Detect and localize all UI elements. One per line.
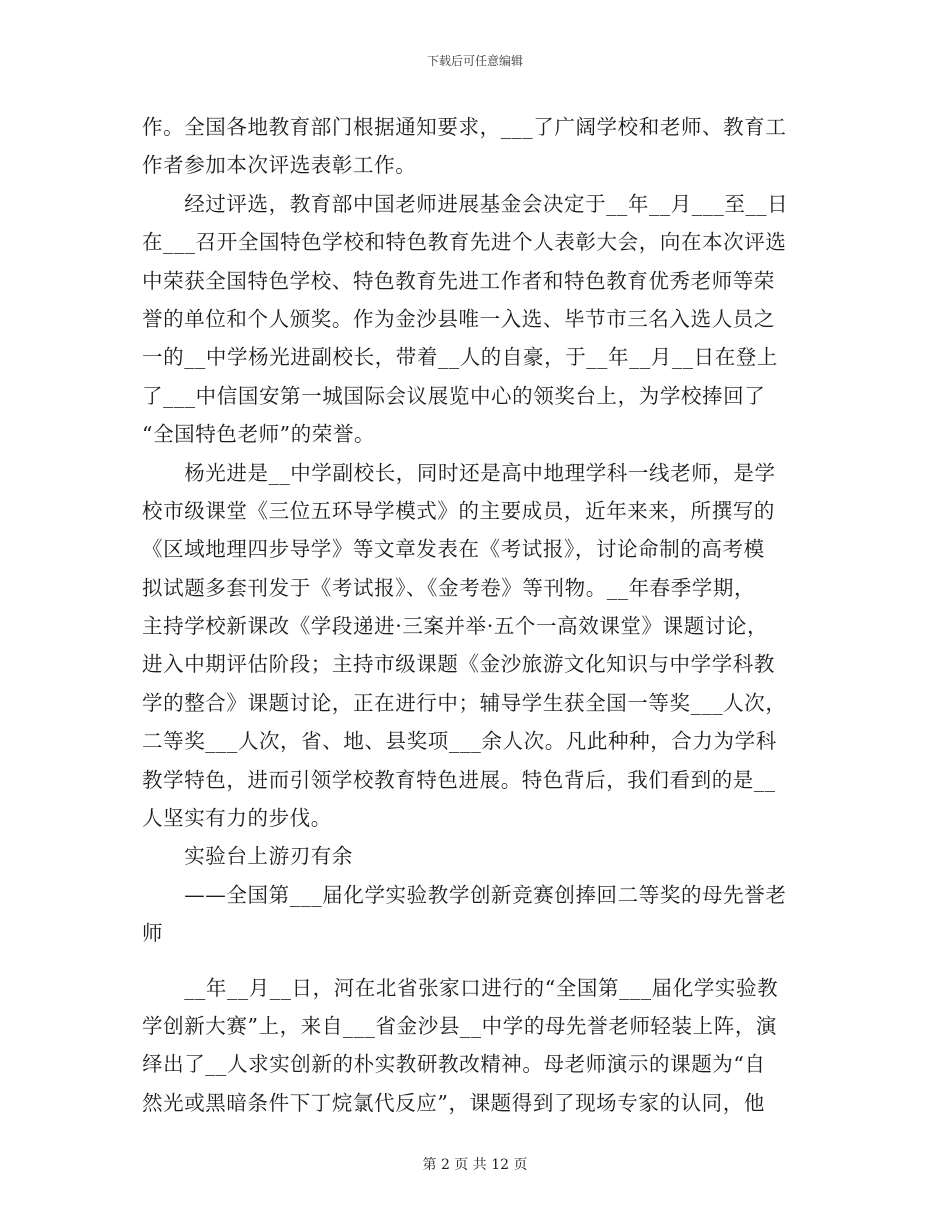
text-line: 进入中期评估阶段；主持市级课题《金沙旅游文化知识与中学学科教: [142, 652, 775, 677]
text-line: 中荣获全国特色学校、特色教育先进工作者和特色教育优秀老师等荣: [142, 268, 775, 293]
text-line: __年__月__日，河在北省张家口进行的“全国第___届化学实验教: [142, 975, 779, 1000]
text-line: 主持学校新课改《学段递进·三案并举·五个一高效课堂》课题讨论，: [142, 614, 769, 639]
text-line: 在___召开全国特色学校和特色教育先进个人表彰大会，向在本次评选: [142, 230, 787, 255]
text-line: 作。全国各地教育部门根据通知要求，___了广阔学校和老师、教育工: [142, 115, 787, 139]
text-line: 学创新大赛”上，来自___省金沙县__中学的母先誉老师轻装上阵，演: [142, 1013, 778, 1038]
text-line: 人坚实有力的步伐。: [142, 806, 332, 831]
section-title: 实验台上游刃有余: [142, 844, 353, 869]
text-line: “全国特色老师”的荣誉。: [142, 422, 376, 447]
document-body: [142, 108, 808, 1122]
text-line: 学的整合》课题讨论，正在进行中；辅导学生获全国一等奖___人次，: [142, 690, 787, 715]
text-line: 一的__中学杨光进副校长，带着__人的自豪，于__年__月__日在登上: [142, 345, 778, 370]
text-line: 经过评选，教育部中国老师进展基金会决定于__年__月___至__日: [142, 191, 789, 216]
page-header: 下载后可任意编辑: [426, 54, 523, 68]
text-line: 绎出了__人求实创新的朴实教研教改精神。母老师演示的课题为“自: [142, 1052, 766, 1077]
text-line: 了___中信国安第一城国际会议展览中心的领奖台上，为学校捧回了: [142, 383, 766, 408]
text-line: 拟试题多套刊发于《考试报》、《金考卷》等刊物。__年春季学期，: [142, 575, 756, 600]
section-subtitle: ——全国第___届化学实验教学创新竞赛创捧回二等奖的母先誉老: [142, 882, 787, 907]
page-footer: 第 2 页 共 12 页: [422, 1157, 528, 1173]
paragraph-gap: [142, 953, 808, 969]
text-line: 二等奖___人次，省、地、县奖项___余人次。凡此种种，合力为学科: [142, 729, 777, 754]
section-subtitle-cont: 师: [142, 921, 164, 946]
text-line: 校市级课堂《三位五环导学模式》的主要成员，近年来来，所撰写的: [142, 498, 775, 523]
text-line: 《区域地理四步导学》等文章发表在《考试报》，讨论命制的高考模: [142, 537, 765, 562]
text-line: 誉的单位和个人颁奖。作为金沙县唯一入选、毕节市三名入选人员之: [142, 306, 775, 331]
text-line: 杨光进是__中学副校长，同时还是高中地理学科一线老师，是学: [142, 460, 776, 485]
text-line: 教学特色，进而引领学校教育特色进展。特色背后，我们看到的是__: [142, 767, 776, 792]
text-line: 然光或黑暗条件下丁烷氯代反应”，课题得到了现场专家的认同，他: [142, 1090, 765, 1115]
text-line: 作者参加本次评选表彰工作。: [142, 153, 417, 178]
